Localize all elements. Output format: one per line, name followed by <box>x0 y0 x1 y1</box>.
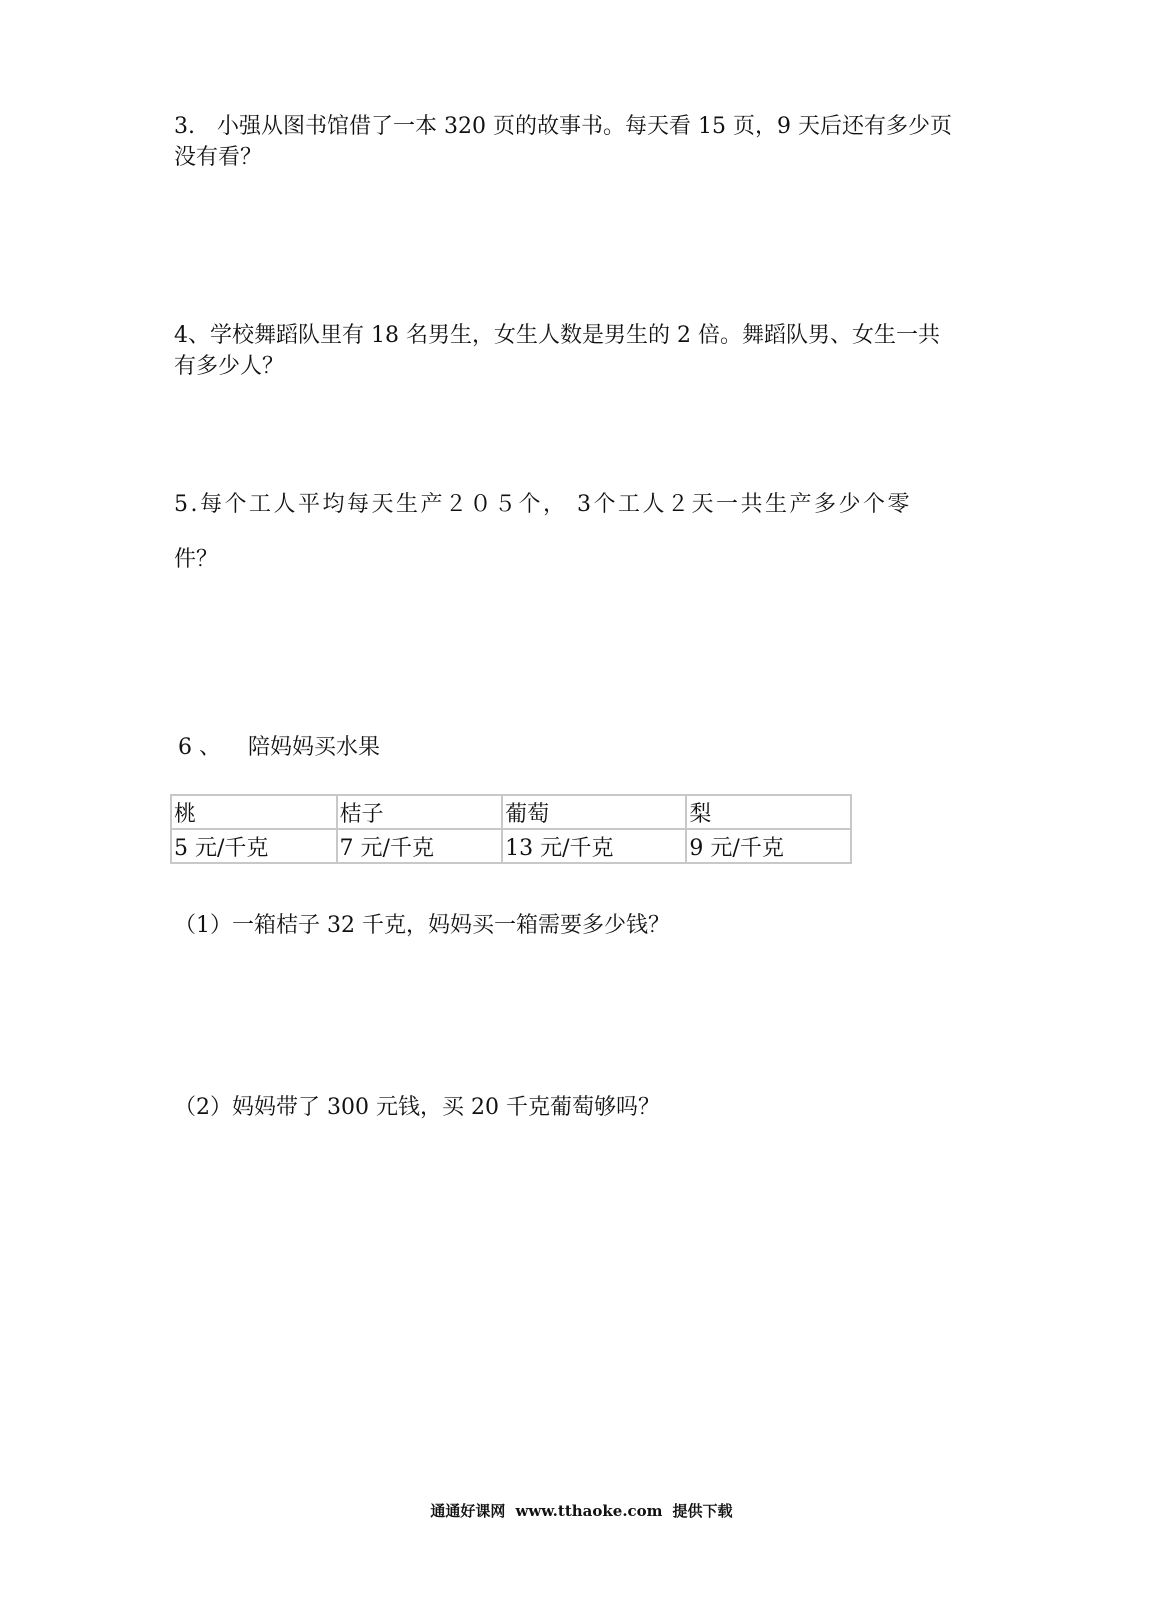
q6-sub1: （1）一箱桔子 32 千克，妈妈买一箱需要多少钱？ <box>174 913 670 938</box>
table-cell-peach-price: 5 元/千克 <box>171 829 337 863</box>
footer-suffix: 提供下载 <box>672 1502 733 1520</box>
q4-line2: 有多少人？ <box>174 354 285 379</box>
table-cell-orange-price: 7 元/千克 <box>337 829 503 863</box>
table-cell-grape-price: 13 元/千克 <box>502 829 686 863</box>
q3-line1: 3. 小强从图书馆借了一本 320 页的故事书。每天看 15 页，9 天后还有多少页 <box>174 114 952 139</box>
table-cell-orange: 桔子 <box>337 795 503 829</box>
fruit-price-table <box>170 794 852 864</box>
footer-url: www.tthaoke.com <box>515 1502 663 1520</box>
q4-line1: 4、学校舞蹈队里有 18 名男生，女生人数是男生的 2 倍。舞蹈队男、女生一共 <box>174 323 940 348</box>
table-cell-peach: 桃 <box>171 795 337 829</box>
table-header-row <box>171 795 851 829</box>
q3-line2: 没有看？ <box>174 145 263 170</box>
q6-heading <box>178 733 380 763</box>
footer-site-name: 通通好课网 <box>430 1502 506 1520</box>
page-footer <box>0 1500 1163 1522</box>
table-price-row <box>171 829 851 863</box>
q6-number: 6 、 <box>178 735 221 760</box>
table-cell-grape: 葡萄 <box>502 795 686 829</box>
q6-sub2: （2）妈妈带了 300 元钱，买 20 千克葡萄够吗？ <box>174 1095 660 1120</box>
table-cell-pear-price: 9 元/千克 <box>686 829 851 863</box>
q6-title: 陪妈妈买水果 <box>248 735 381 760</box>
table-cell-pear: 梨 <box>686 795 851 829</box>
q5-line2: 件？ <box>174 547 219 572</box>
q5-line1: 5.每个工人平均每天生产２０５个， 3个工人２天一共生产多少个零 <box>174 492 912 517</box>
